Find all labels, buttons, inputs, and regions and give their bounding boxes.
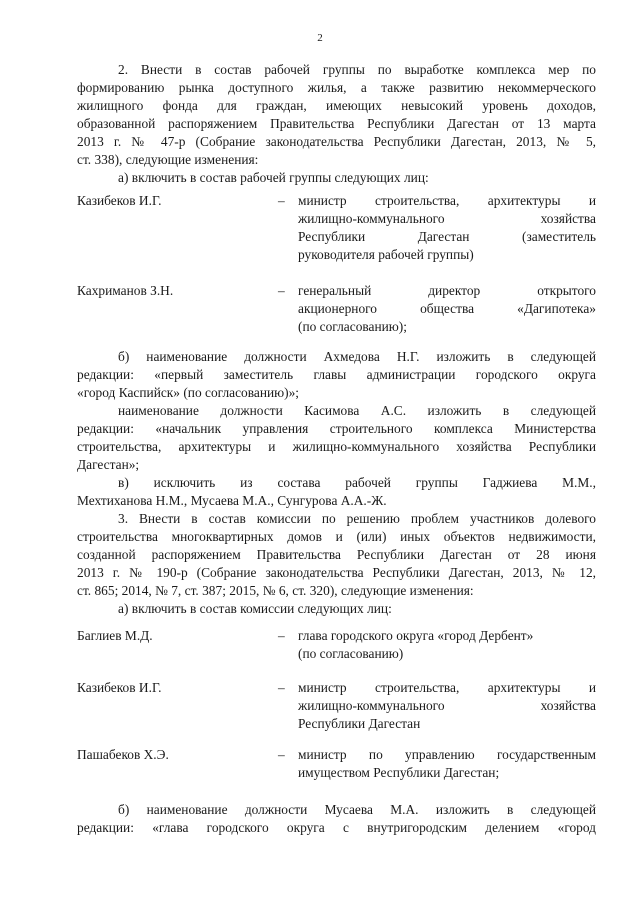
member-position [298,192,596,264]
text-line: Дагестан»; [77,457,140,472]
dash: – [278,628,285,643]
text-line: образованной распоряжением Правительства Республики Дагестан от 13 марта [77,116,596,131]
member-name: Баглиев М.Д. [77,628,153,643]
position-line: генеральный директор открытого [298,283,596,298]
paragraph-b [77,348,596,474]
dash: – [278,747,285,762]
member-position [298,282,596,336]
member-name: Кахриманов З.Н. [77,283,174,298]
text-line: наименование должности Касимова А.С. изложить в следующей [118,403,596,418]
dash: – [278,283,285,298]
dash: – [278,680,285,695]
text-line: 2013 г. № 47-р (Собрание законодательства Республики Дагестан, 2013, № 5, [77,134,596,149]
position-line: министр по управлению государственным [298,747,596,762]
position-line: глава городского округа «город Дербент» [298,628,534,643]
text-line: 2. Внести в состав рабочей группы по выработке комплекса мер по [118,62,596,77]
position-line: (по согласованию); [298,319,407,334]
text-line: жилищного фонда для граждан, имеющих невысокий уровень доходов, [77,98,596,113]
text-line: строительства, архитектуры и жилищно-коммунального хозяйства Республики [77,439,596,454]
subitem-a-group: а) включить в состав рабочей группы следующих лиц: [118,170,429,185]
text-line: созданной распоряжением Правительства Республики Дагестан от 28 июня [77,547,596,562]
paragraph-c-and-3 [77,474,596,618]
text-line: ст. 338), следующие изменения: [77,152,259,167]
text-line: редакции: «глава городского округа с внутригородским делением «город [77,820,596,835]
member-position [298,679,596,733]
text-line: формированию рынка доступного жилья, а также развитию некоммерческого [77,80,596,95]
text-line: редакции: «начальник управления строительного комплекса Министерства [77,421,596,436]
position-line: министр строительства, архитектуры и [298,193,596,208]
member-name: Казибеков И.Г. [77,680,162,695]
member-position [298,746,596,782]
paragraph-2 [77,61,596,187]
text-line: редакции: «первый заместитель главы администрации городского округа [77,367,596,382]
subitem-a-commission: а) включить в состав комиссии следующих лиц: [118,601,392,616]
text-line: 2013 г. № 190-р (Собрание законодательства Республики Дагестан, 2013, № 12, [77,565,596,580]
position-line: руководителя рабочей группы) [298,247,474,262]
text-line: «город Каспийск» (по согласованию)»; [77,385,300,400]
position-line: жилищно-коммунального хозяйства [298,698,596,713]
position-line: Республики Дагестан (заместитель [298,229,596,244]
page-number: 2 [317,32,323,44]
position-line: министр строительства, архитектуры и [298,680,596,695]
position-line: (по согласованию) [298,646,404,661]
text-line: в) исключить из состава рабочей группы Гаджиева М.М., [118,475,596,490]
position-line: жилищно-коммунального хозяйства [298,211,596,226]
text-line: строительства многоквартирных домов и (или) иных объектов недвижимости, [77,529,596,544]
position-line: акционерного общества «Дагипотека» [298,301,596,316]
member-position [298,627,596,663]
member-name: Казибеков И.Г. [77,193,162,208]
position-line: имуществом Республики Дагестан; [298,765,500,780]
position-line: Республики Дагестан [298,716,421,731]
text-line: б) наименование должности Мусаева М.А. изложить в следующей [118,802,596,817]
text-line: 3. Внести в состав комиссии по решению проблем участников долевого [118,511,596,526]
dash: – [278,193,285,208]
text-line: б) наименование должности Ахмедова Н.Г. изложить в следующей [118,349,596,364]
paragraph-b-commission [77,801,596,837]
text-line: Мехтиханова Н.М., Мусаева М.А., Сунгурова А.А.-Ж. [77,493,387,508]
text-line: ст. 865; 2014, № 7, ст. 387; 2015, № 6, ст. 320), следующие изменения: [77,583,474,598]
member-name: Пашабеков Х.Э. [77,747,169,762]
